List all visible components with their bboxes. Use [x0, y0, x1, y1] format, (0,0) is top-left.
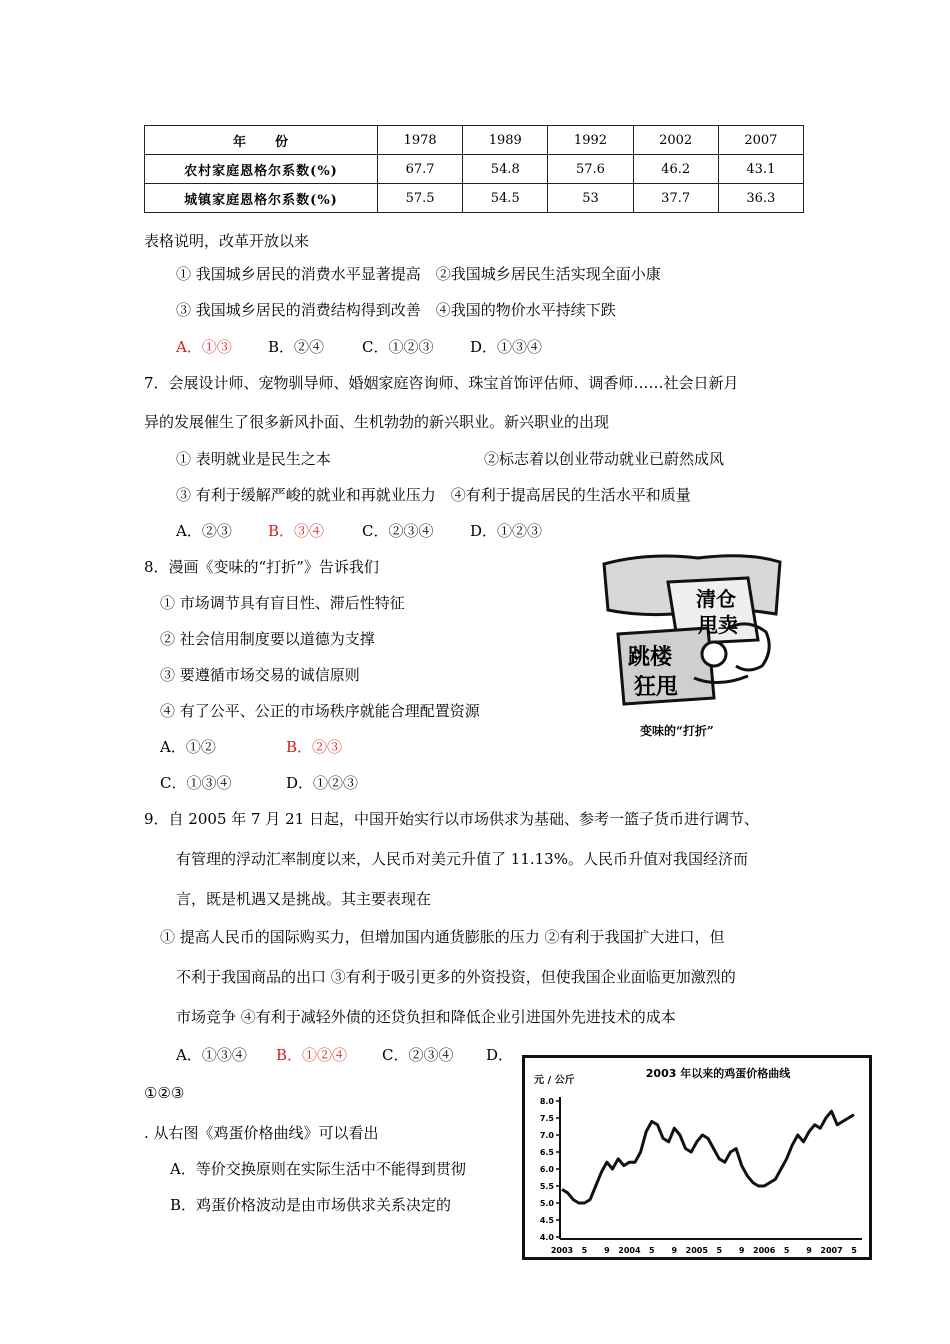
q7-stem-cont: 异的发展催生了很多新风扑面、生机勃勃的新兴职业。新兴职业的出现: [144, 413, 610, 431]
chart-ylabel: 元 / 公斤: [534, 1075, 575, 1086]
table-cell: 57.5: [378, 184, 463, 213]
table-header-cell: 2007: [718, 126, 803, 155]
q9-option-line: ① 提高人民币的国际购买力，但增加国内通货膨胀的压力 ②有利于我国扩大进口，但: [160, 928, 725, 946]
q7-answer-b: B．③④: [268, 522, 325, 540]
x-tick-label: 2004: [618, 1246, 641, 1255]
table-cell: 54.5: [463, 184, 548, 213]
q8-option: ② 社会信用制度要以道德为支撑: [160, 630, 375, 648]
q6-stem: 表格说明，改革开放以来: [144, 232, 310, 250]
x-tick-label: 5: [649, 1246, 655, 1255]
q9-answer-c: C．②③④: [382, 1046, 454, 1064]
x-tick-label: 5: [783, 1246, 790, 1255]
x-tick-label: 9: [671, 1246, 678, 1255]
cartoon-word: 狂甩: [634, 675, 679, 700]
discount-cartoon: [598, 548, 786, 708]
q7-answer-c: C．②③④: [362, 522, 434, 540]
table-header-cell: 1992: [548, 126, 633, 155]
q6-answer-b: B．②④: [268, 338, 325, 356]
q9-answer-a: A．①③④: [176, 1046, 247, 1064]
engel-table: [144, 125, 804, 213]
q8-answer-d: D．①②③: [286, 774, 359, 792]
table-cell: 36.3: [718, 184, 803, 213]
cartoon-word: 跳楼: [628, 645, 673, 670]
table-cell: 43.1: [718, 155, 803, 184]
q8-answer-b: B．②③: [286, 738, 343, 756]
x-tick-label: 2007: [820, 1246, 843, 1255]
q9-answer-b: B．①②④: [276, 1046, 348, 1064]
q6-option-line: ③ 我国城乡居民的消费结构得到改善 ④我国的物价水平持续下跌: [176, 301, 616, 319]
egg-price-chart: [522, 1055, 872, 1260]
q8-option: ④ 有了公平、公正的市场秩序就能合理配置资源: [160, 702, 480, 720]
y-tick-label: 4.5: [539, 1216, 554, 1225]
x-tick-label: 9: [806, 1246, 812, 1255]
q6-answer-c: C．①②③: [362, 338, 434, 356]
y-tick-label: 6.5: [539, 1148, 554, 1157]
x-tick-label: 9: [604, 1246, 610, 1255]
table-cell: 54.8: [463, 155, 548, 184]
q9-stem: 9．自 2005 年 7 月 21 日起，中国开始实行以市场供求为基础、参考一篮子货币进行调节、: [144, 810, 759, 828]
table-header-cell: 2002: [633, 126, 718, 155]
table-row: [145, 184, 804, 213]
x-tick-label: 2006: [753, 1246, 776, 1255]
x-tick-label: 5: [581, 1246, 588, 1255]
table-cell: 农村家庭恩格尔系数(%): [145, 155, 378, 184]
q8-option: ③ 要遵循市场交易的诚信原则: [160, 666, 360, 684]
table-cell: 57.6: [548, 155, 633, 184]
q9-option-line: 不利于我国商品的出口 ③有利于吸引更多的外资投资，但使我国企业面临更加激烈的: [176, 968, 736, 986]
q10-answer-a: A．等价交换原则在实际生活中不能得到贯彻: [170, 1160, 466, 1178]
q9-answer-d-cont: ①②③: [144, 1084, 185, 1102]
table-header-cell: 1989: [463, 126, 548, 155]
y-tick-label: 5.0: [539, 1199, 554, 1208]
q9-option-line: 市场竞争 ④有利于减轻外债的还贷负担和降低企业引进国外先进技术的成本: [176, 1008, 676, 1026]
table-header-cell: 年 份: [145, 126, 378, 155]
table-row: [145, 126, 804, 155]
y-tick-label: 7.5: [539, 1114, 554, 1123]
q8-stem: 8．漫画《变味的“打折”》告诉我们: [144, 558, 379, 576]
table-header-cell: 1978: [378, 126, 463, 155]
q8-answer-c: C．①③④: [160, 774, 232, 792]
y-tick-label: 6.0: [539, 1165, 554, 1174]
x-tick-label: 5: [851, 1246, 857, 1255]
x-tick-label: 9: [738, 1246, 745, 1255]
q10-answer-b: B．鸡蛋价格波动是由市场供求关系决定的: [170, 1196, 452, 1214]
q10-stem: . 从右图《鸡蛋价格曲线》可以看出: [144, 1124, 379, 1142]
y-tick-label: 8.0: [539, 1097, 554, 1106]
x-tick-label: 2005: [685, 1246, 708, 1255]
q6-answer-a: A．①③: [176, 338, 232, 356]
q9-stem-cont: 有管理的浮动汇率制度以来，人民币对美元升值了 11.13%。人民币升值对我国经济而: [176, 850, 748, 868]
y-tick-label: 4.0: [539, 1233, 554, 1242]
table-cell: 城镇家庭恩格尔系数(%): [145, 184, 378, 213]
q6-option-line: ① 我国城乡居民的消费水平显著提高 ②我国城乡居民生活实现全面小康: [176, 265, 661, 283]
q6-answer-d: D．①③④: [470, 338, 543, 356]
q7-option-line: ③ 有利于缓解严峻的就业和再就业压力 ④有利于提高居民的生活水平和质量: [176, 486, 691, 504]
q7-option: ① 表明就业是民生之本: [176, 450, 331, 468]
q7-option: ②标志着以创业带动就业已蔚然成风: [484, 450, 725, 468]
q7-answer-d: D．①②③: [470, 522, 543, 540]
chart-title: 2003 年以来的鸡蛋价格曲线: [645, 1067, 791, 1080]
x-tick-label: 5: [716, 1246, 723, 1255]
q8-option: ① 市场调节具有盲目性、滞后性特征: [160, 594, 405, 612]
table-row: [145, 155, 804, 184]
cartoon-caption: 变味的“打折”: [640, 724, 714, 738]
cartoon-word: 清仓: [696, 587, 736, 611]
q7-stem: 7．会展设计师、宠物驯导师、婚姻家庭咨询师、珠宝首饰评估师、调香师……社会日新月: [144, 374, 739, 392]
q7-answer-a: A．②③: [176, 522, 232, 540]
table-cell: 53: [548, 184, 633, 213]
y-tick-label: 5.5: [539, 1182, 554, 1191]
q8-answer-a: A．①②: [160, 738, 216, 756]
q9-answer-d: D．: [486, 1046, 514, 1064]
table-cell: 67.7: [378, 155, 463, 184]
table-cell: 37.7: [633, 184, 718, 213]
table-cell: 46.2: [633, 155, 718, 184]
q9-stem-cont: 言，既是机遇又是挑战。其主要表现在: [176, 890, 432, 908]
x-tick-label: 2003: [550, 1246, 574, 1255]
chart-frame: [524, 1057, 871, 1259]
cartoon-word: 甩卖: [698, 613, 738, 637]
y-tick-label: 7.0: [539, 1131, 554, 1140]
